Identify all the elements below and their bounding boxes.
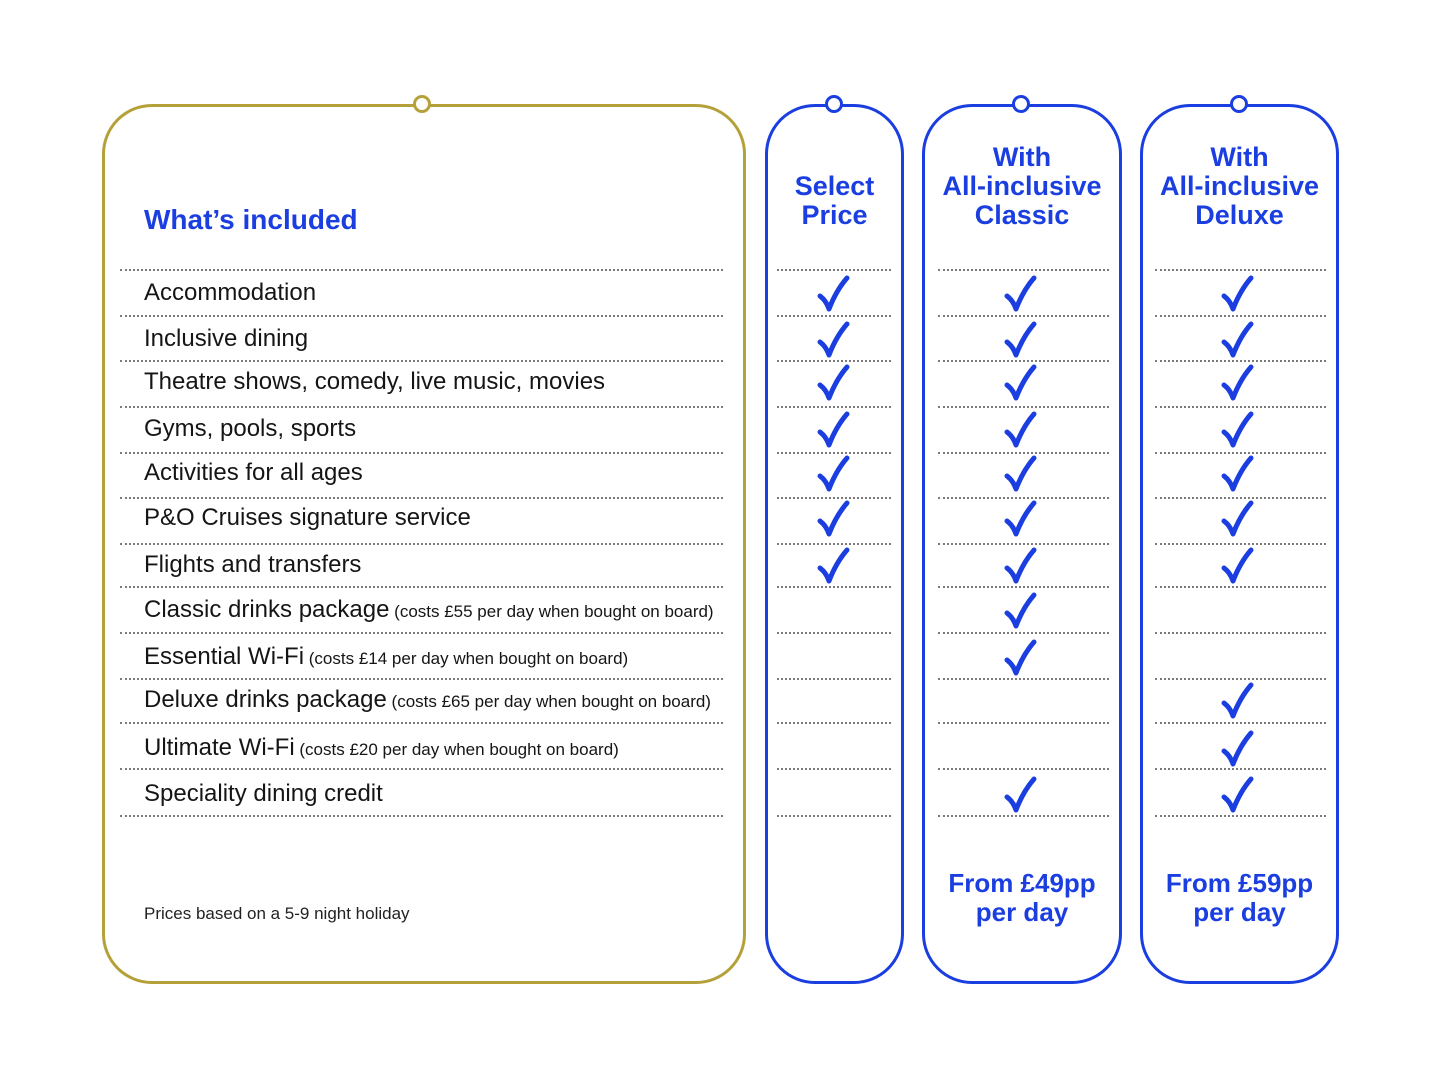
check-icon: [1001, 410, 1041, 450]
row-divider: [938, 269, 1109, 271]
check-icon: [1001, 274, 1041, 314]
check-icon: [1218, 410, 1258, 450]
plan-title-line: With: [992, 142, 1052, 172]
check-icon: [814, 454, 854, 494]
feature-row-label: [144, 367, 605, 397]
check-icon: [1218, 363, 1258, 403]
plan-title-select-price: [765, 143, 904, 230]
ring-icon: [413, 95, 431, 113]
row-divider: [938, 586, 1109, 588]
check-icon: [1001, 638, 1041, 678]
feature-row-label: [144, 458, 363, 488]
row-divider: [777, 269, 891, 271]
feature-name: Ultimate Wi-Fi: [144, 734, 295, 761]
feature-row-label: [144, 324, 308, 354]
feature-row-label: [144, 779, 383, 809]
row-divider: [1155, 678, 1326, 680]
row-divider: [1155, 815, 1326, 817]
row-divider: [938, 632, 1109, 634]
plan-price-classic: [922, 869, 1122, 927]
plan-title-line: Price: [801, 200, 868, 230]
plan-title-deluxe: [1140, 143, 1339, 230]
row-divider: [777, 815, 891, 817]
row-divider: [1155, 360, 1326, 362]
check-icon: [814, 499, 854, 539]
ring-icon: [1230, 95, 1248, 113]
check-icon: [1001, 546, 1041, 586]
check-icon: [1218, 775, 1258, 815]
row-divider: [1155, 315, 1326, 317]
row-divider: [120, 452, 723, 454]
check-icon: [814, 320, 854, 360]
feature-name: Theatre shows, comedy, live music, movies: [144, 368, 606, 395]
row-divider: [1155, 632, 1326, 634]
check-icon: [1218, 681, 1258, 721]
feature-name: Inclusive dining: [144, 325, 309, 352]
feature-row-label: [144, 503, 471, 533]
plan-title-line: Deluxe: [1195, 200, 1284, 230]
pricing-footnote: Prices based on a 5-9 night holiday: [144, 904, 410, 923]
row-divider: [120, 632, 723, 634]
row-divider: [120, 269, 723, 271]
check-icon: [1218, 499, 1258, 539]
row-divider: [120, 543, 723, 545]
check-icon: [1218, 546, 1258, 586]
feature-row-label: [144, 595, 714, 627]
feature-cost-note: (costs £14 per day when bought on board): [304, 649, 629, 668]
plan-title-line: Select: [794, 171, 875, 201]
features-heading: What’s included: [144, 204, 358, 235]
feature-row-label: [144, 733, 619, 765]
row-divider: [938, 768, 1109, 770]
row-divider: [1155, 406, 1326, 408]
row-divider: [938, 360, 1109, 362]
check-icon: [1218, 274, 1258, 314]
row-divider: [120, 768, 723, 770]
row-divider: [120, 360, 723, 362]
feature-name: Flights and transfers: [144, 551, 362, 578]
check-icon: [814, 363, 854, 403]
check-icon: [1001, 499, 1041, 539]
row-divider: [938, 678, 1109, 680]
ring-icon: [1012, 95, 1030, 113]
feature-cost-note: (costs £20 per day when bought on board): [294, 740, 619, 759]
plan-title-line: [765, 143, 904, 172]
check-icon: [1001, 775, 1041, 815]
row-divider: [120, 678, 723, 680]
row-divider: [938, 315, 1109, 317]
plan-title-line: All-inclusive: [1159, 171, 1320, 201]
check-icon: [1218, 320, 1258, 360]
row-divider: [938, 406, 1109, 408]
check-icon: [1001, 454, 1041, 494]
plan-title-line: All-inclusive: [942, 171, 1102, 201]
row-divider: [120, 406, 723, 408]
feature-cost-note: (costs £55 per day when bought on board): [389, 602, 714, 621]
feature-name: Activities for all ages: [144, 459, 363, 486]
row-divider: [1155, 543, 1326, 545]
price-line: From £59pp: [1165, 868, 1314, 898]
feature-row-label: [144, 414, 356, 444]
row-divider: [938, 815, 1109, 817]
row-divider: [938, 722, 1109, 724]
check-icon: [1001, 591, 1041, 631]
plan-title-line: With: [1210, 142, 1269, 172]
row-divider: [1155, 722, 1326, 724]
row-divider: [777, 586, 891, 588]
row-divider: [120, 497, 723, 499]
row-divider: [120, 722, 723, 724]
feature-name: Accommodation: [144, 279, 317, 306]
feature-cost-note: (costs £65 per day when bought on board): [386, 692, 711, 711]
row-divider: [777, 406, 891, 408]
row-divider: [120, 815, 723, 817]
feature-row-label: [144, 685, 711, 717]
row-divider: [120, 586, 723, 588]
row-divider: [120, 315, 723, 317]
row-divider: [777, 678, 891, 680]
row-divider: [938, 543, 1109, 545]
price-line: per day: [1193, 897, 1286, 927]
check-icon: [814, 410, 854, 450]
check-icon: [814, 546, 854, 586]
check-icon: [814, 274, 854, 314]
row-divider: [1155, 586, 1326, 588]
feature-row-label: [144, 550, 361, 580]
feature-name: Deluxe drinks package: [144, 686, 387, 713]
row-divider: [777, 722, 891, 724]
check-icon: [1001, 363, 1041, 403]
feature-row-label: [144, 278, 316, 308]
row-divider: [777, 315, 891, 317]
feature-row-label: [144, 642, 628, 674]
row-divider: [777, 768, 891, 770]
row-divider: [777, 360, 891, 362]
check-icon: [1001, 320, 1041, 360]
feature-name: Speciality dining credit: [144, 780, 383, 807]
feature-name: Gyms, pools, sports: [144, 415, 357, 442]
row-divider: [777, 543, 891, 545]
feature-name: Essential Wi-Fi: [144, 643, 305, 670]
row-divider: [777, 632, 891, 634]
ring-icon: [825, 95, 843, 113]
feature-name: Classic drinks package: [144, 596, 390, 623]
plan-title-line: Classic: [974, 200, 1070, 230]
plan-title-classic: [922, 143, 1122, 230]
plan-price-deluxe: [1140, 869, 1339, 927]
check-icon: [1218, 729, 1258, 769]
price-line: From £49pp: [948, 868, 1096, 898]
price-line: per day: [975, 897, 1069, 927]
check-icon: [1218, 454, 1258, 494]
feature-name: P&O Cruises signature service: [144, 504, 471, 531]
row-divider: [1155, 269, 1326, 271]
